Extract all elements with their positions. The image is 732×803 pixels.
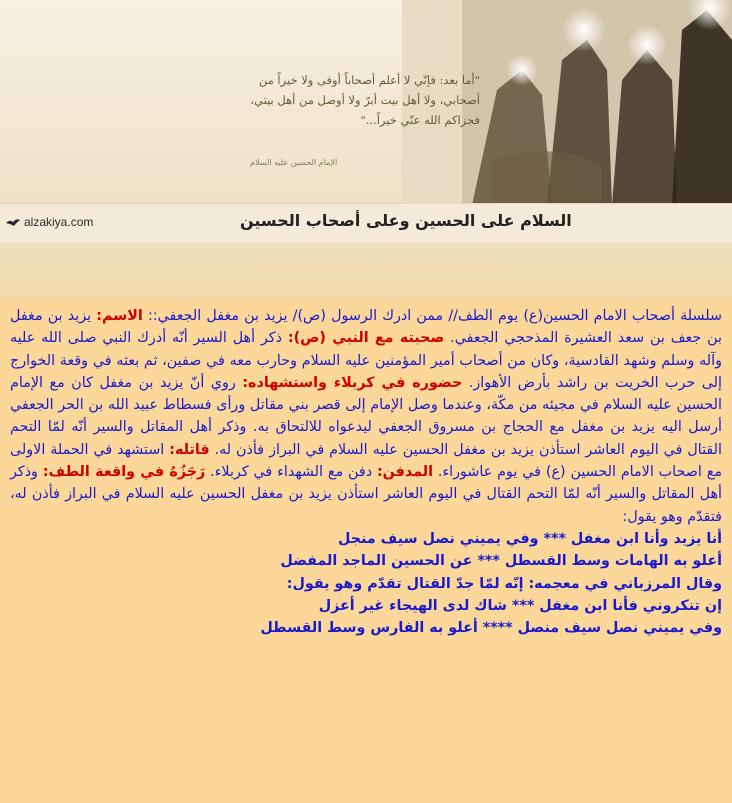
article-body: [0, 305, 732, 639]
companionship-text: ذكر أهل السير أنّه أدرك النبي صلى الله عليه وآله وسلم وشهد القادسية، وكان من أصحاب أمير المؤمنين عليه السلام وحارب معه في صفين، ثم بعثه في وقعة الخوارج إلى حرب الخريت بن راشد بأرض الأهواز.: [10, 330, 722, 391]
verse-line-2: أعلو به الهامات وسط القسطل *** عن الحسين الماجد المفضل: [280, 553, 722, 570]
banner-caption: السلام على الحسين وعلى أصحاب الحسين: [240, 211, 572, 230]
name-text: يزيد بن مغفل بن جعف بن سعد العشيرة المذحجي الجعفي.: [10, 308, 722, 347]
killer-text: استشهد في الحملة الاولى مع اصحاب الامام الحسين (ع) في يوم عاشوراء.: [10, 441, 722, 481]
header-banner: [0, 0, 732, 300]
label-companionship: صحبته مع النبي (ص):: [287, 330, 445, 347]
label-name: الاسم:: [96, 308, 143, 324]
quote-line-2: أصحابي، ولا أهل بيت أبرّ ولا أوصل من أهل بيتي،: [250, 93, 480, 107]
article-prose: [10, 305, 722, 528]
label-burial: المدفن:: [376, 464, 434, 481]
rajaz-intro: وذكر أهل المقاتل والسير أنّه لمّا التحم القتال في اليوم العاشر استأذن يزيد بن مغفل الحسين عليه السلام في البراز فأذن له، فتقدّم وهو يقول:: [10, 464, 722, 525]
quote-line-1: "أما بعد: فإنّي لا أعلم أصحاباً أوفى ولا خيراً من: [258, 73, 480, 87]
caption-strip: [0, 203, 732, 243]
banner-lower-haze: [0, 242, 732, 300]
series-title: سلسلة أصحاب الامام الحسين(ع) يوم الطف// ممن ادرك الرسول (ص)/ يزيد بن مغفل الجعفي::: [142, 308, 722, 324]
bird-icon: [6, 217, 20, 227]
burial-text: دفن مع الشهداء في كربلاء.: [205, 464, 377, 481]
imam-quote: [60, 70, 480, 130]
label-rajaz: رَجَزُهُ في واقعة الطف:: [42, 464, 206, 481]
site-name: alzakiya.com: [24, 215, 94, 229]
presence-text: روي أنّ يزيد بن مغفل كان مع الإمام الحسين عليه السلام في مجيئه من مكّة، وعندما وصل الإمام إلى قصر بني مقاتل ورأى فسطاط عبيد الله بن الحر الجعفي أرسل اليه يزيد بن مغفل مع الحجاج بن مسروق الجعفي ليدعواه للالتحاق به. وذكر أهل المقاتل والسير أنّه لمّا التحم القتال في اليوم العاشر استأذن يزيد بن مغفل الحسين عليه السلام في البراز فأذن له.: [10, 374, 722, 458]
verse-line-4: إن تنكروني فأنا ابن مغفل *** شاك لدى الهيجاء غير أعزل: [318, 597, 722, 614]
label-presence: حضوره في كربلاء واستشهاده:: [242, 374, 463, 391]
label-killer: قاتله:: [169, 441, 210, 458]
quote-line-3: فجزاكم الله عنّي خيراً...": [360, 113, 480, 127]
verse-line-1: أنا يزيد وأنا ابن مغفل *** وفي يميني نصل سيف منجل: [337, 530, 722, 547]
verse-line-3: وقال المرزباني في معجمه: إنّه لمّا جدّ القتال تقدّم وهو يقول:: [286, 575, 722, 592]
verse-line-5: وفي يميني نصل سيف منصل **** أعلو به الفارس وسط القسطل: [260, 620, 722, 637]
quote-attribution: الإمام الحسين عليه السلام: [250, 158, 338, 167]
